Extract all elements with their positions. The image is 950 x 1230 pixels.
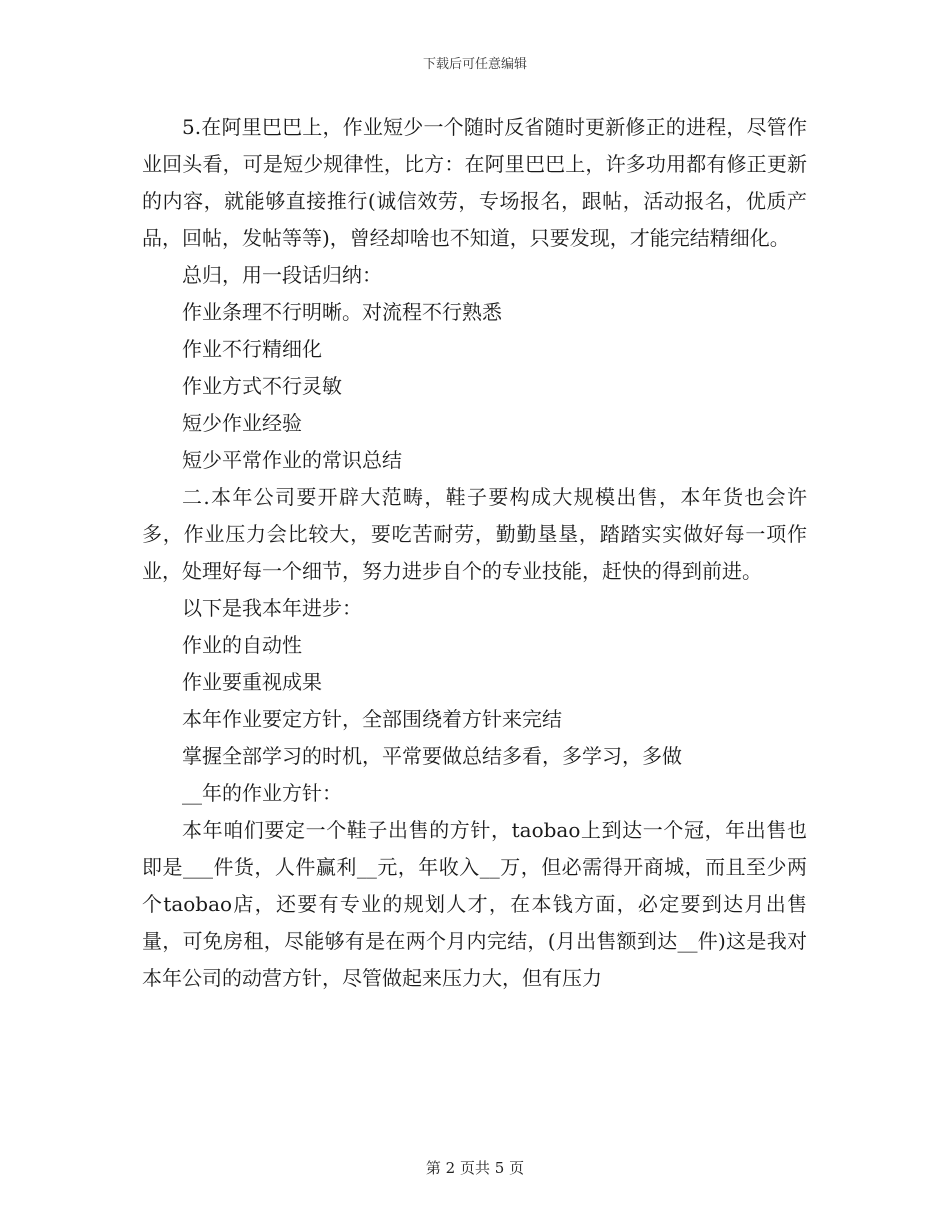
- paragraph: __年的作业方针：: [182, 781, 342, 805]
- paragraph: 短少平常作业的常识总结: [182, 448, 402, 472]
- paragraph: 二.本年公司要开辟大范畴，鞋子要构成大规模出售，本年货也会许多，作业压力会比较大，要吃苦耐劳，勤勤垦垦，踏踏实实做好每一项作业，处理好每一个细节，努力进步自个的专业技能，赶快的得到前进。: [142, 485, 807, 583]
- paragraph: 掌握全部学习的时机，平常要做总结多看，多学习，多做: [182, 744, 682, 768]
- paragraph: 作业要重视成果: [182, 670, 322, 694]
- paragraph: 本年咱们要定一个鞋子出售的方针，taobao上到达一个冠，年出售也即是___件货，人件赢利__元，年收入__万，但必需得开商城，而且至少两个taobao店，还要有专业的规划人才，在本钱方面，必定要到达月出售量，可免房租，尽能够有是在两个月内完结，(月出售额到达__件)这是我对本年公司的动营方针，尽管做起来压力大，但有压力: [142, 818, 807, 990]
- paragraph: 作业方式不行灵敏: [182, 374, 342, 398]
- page-footer: 第 2 页共 5 页: [425, 1159, 525, 1177]
- page-header: 下载后可任意编辑: [422, 57, 527, 72]
- paragraph: 本年作业要定方针，全部围绕着方针来完结: [182, 707, 562, 731]
- paragraph: 总归，用一段话归纳：: [182, 263, 382, 287]
- paragraph: 5.在阿里巴巴上，作业短少一个随时反省随时更新修正的进程，尽管作业回头看，可是短少规律性，比方：在阿里巴巴上，许多功用都有修正更新的内容，就能够直接推行(诚信效劳，专场报名，跟帖，活动报名，优质产品，回帖，发帖等等)，曾经却啥也不知道，只要发现，才能完结精细化。: [142, 115, 807, 250]
- paragraph: 作业的自动性: [182, 633, 302, 657]
- document-body: [142, 109, 807, 997]
- paragraph: 以下是我本年进步：: [182, 596, 362, 620]
- paragraph: 作业不行精细化: [182, 337, 322, 361]
- paragraph: 作业条理不行明晰。对流程不行熟悉: [182, 300, 502, 324]
- paragraph: 短少作业经验: [182, 411, 302, 435]
